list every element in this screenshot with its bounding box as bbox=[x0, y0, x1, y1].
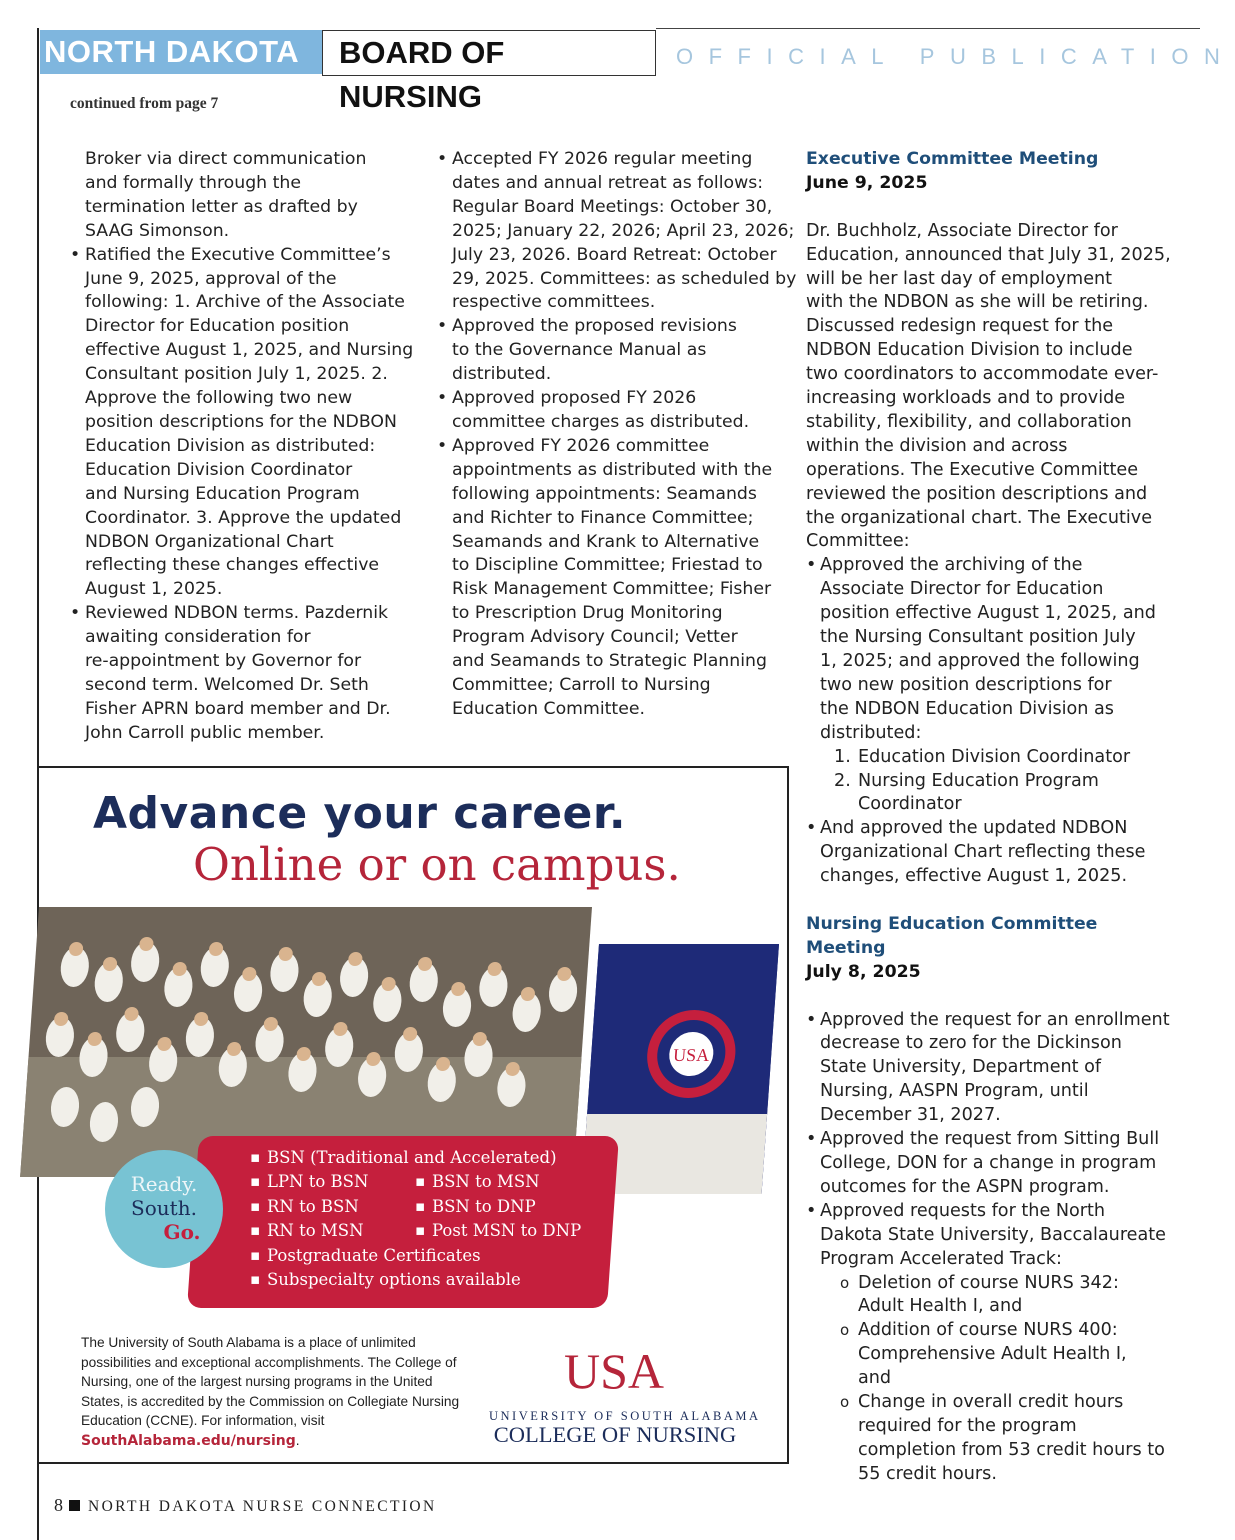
text-line: Deletion of course NURS 342: bbox=[858, 1272, 1119, 1293]
text-line: Education, announced that July 31, 2025, bbox=[806, 244, 1171, 265]
paragraph-broker bbox=[70, 148, 415, 244]
bullet-org-chart bbox=[806, 817, 1166, 889]
text-line: • Approved the proposed revisions bbox=[452, 316, 737, 337]
text-line: John Carroll public member. bbox=[85, 722, 325, 743]
text-line: the NDBON Education Division as bbox=[820, 698, 1114, 719]
text-line: Risk Management Committee; Fisher bbox=[452, 579, 772, 600]
advertisement-usa-nursing bbox=[37, 766, 789, 1464]
text-line: decrease to zero for the Dickinson bbox=[820, 1033, 1122, 1054]
usa-logo-mark: USA bbox=[563, 1343, 665, 1399]
text-line: Committee: bbox=[806, 531, 910, 552]
text-line: June 9, 2025, approval of the bbox=[85, 268, 337, 289]
article-column-2 bbox=[437, 148, 797, 722]
text-line: Education Division as distributed: bbox=[85, 435, 376, 456]
sub-item-addition bbox=[806, 1319, 1166, 1391]
text-line: • Approved requests for the North bbox=[820, 1200, 1106, 1221]
numbered-item-2 bbox=[806, 770, 1166, 818]
text-line: • Approved the request for an enrollment bbox=[820, 1009, 1170, 1030]
text-line: to Discipline Committee; Friestad to bbox=[452, 555, 763, 576]
text-line: August 1, 2025. bbox=[85, 579, 223, 600]
bullet-enrollment-decrease bbox=[806, 1009, 1170, 1129]
text-line: within the division and across bbox=[806, 435, 1068, 456]
nursing-website-link[interactable]: SouthAlabama.edu/nursing bbox=[81, 1432, 296, 1449]
text-line: 1, 2025; and approved the following bbox=[820, 651, 1140, 672]
page-number: 8 bbox=[54, 1495, 63, 1515]
text-line: Director for Education position bbox=[85, 316, 350, 337]
text-line: operations. The Executive Committee bbox=[806, 459, 1139, 480]
continued-from-note: continued from page 7 bbox=[70, 95, 219, 112]
page-footer bbox=[54, 1495, 437, 1516]
text-line: 2025; January 22, 2026; April 23, 2026; bbox=[452, 220, 795, 241]
sub-marker: o bbox=[840, 1273, 850, 1292]
sub-item-deletion bbox=[806, 1272, 1166, 1320]
text-line: Committee; Carroll to Nursing bbox=[452, 674, 711, 695]
masthead-state: NORTH DAKOTA bbox=[40, 30, 322, 74]
number-1: 1. bbox=[834, 746, 851, 767]
ad-subheadline: Online or on campus. bbox=[193, 838, 681, 891]
text-line: NDBON Organizational Chart bbox=[85, 531, 334, 552]
ad-body-copy: The University of South Alabama is a place of unlimited possibilities and exceptional accomplishments. The College of Nursing, one of the largest nursing programs in the United States, is accredited by the Commission on Collegiate Nursing Education (CCNE). For information, visit bbox=[81, 1335, 460, 1429]
date-executive-committee: June 9, 2025 bbox=[806, 172, 928, 193]
university-name: UNIVERSITY OF SOUTH ALABAMA bbox=[489, 1409, 761, 1423]
text-line: following appointments: Seamands bbox=[452, 483, 757, 504]
program-rn-to-bsn: ▪ RN to BSN bbox=[267, 1197, 359, 1216]
text-line: Adult Health I, and bbox=[858, 1296, 1023, 1317]
text-line: • And approved the updated NDBON bbox=[820, 818, 1128, 839]
text-line: Coordinator. 3. Approve the updated bbox=[85, 507, 402, 528]
ad-body-text bbox=[81, 1333, 471, 1452]
sub-marker: o bbox=[840, 1393, 850, 1412]
text-line: Organizational Chart reflecting these bbox=[820, 842, 1146, 863]
text-line: stability, flexibility, and collaboration bbox=[806, 411, 1132, 432]
text-line: SAAG Simonson. bbox=[85, 220, 230, 241]
text-line: and Nursing Education Program bbox=[85, 483, 360, 504]
program-bsn: ▪ BSN (Traditional and Accelerated) bbox=[267, 1148, 557, 1167]
sub-marker: o bbox=[840, 1321, 850, 1340]
badge-ready: Ready. bbox=[130, 1172, 198, 1196]
badge-go: Go. bbox=[163, 1220, 201, 1244]
text-line: completion from 53 credit hours to bbox=[858, 1439, 1165, 1460]
text-line: Regular Board Meetings: October 30, bbox=[452, 196, 773, 217]
date-nursing-education-committee: July 8, 2025 bbox=[806, 961, 921, 982]
svg-text:USA: USA bbox=[672, 1045, 710, 1065]
text-line: 55 credit hours. bbox=[858, 1463, 997, 1484]
text-line: July 23, 2026. Board Retreat: October bbox=[452, 244, 777, 265]
text-line: will be her last day of employment bbox=[806, 268, 1113, 289]
text-line: Program Advisory Council; Vetter bbox=[452, 627, 738, 648]
text-line: awaiting consideration for bbox=[85, 627, 311, 648]
text-line: and Richter to Finance Committee; bbox=[452, 507, 754, 528]
text-line: two new position descriptions for bbox=[820, 674, 1112, 695]
text-line: Fisher APRN board member and Dr. bbox=[85, 698, 391, 719]
text-line: with the NDBON as she will be retiring. bbox=[806, 292, 1149, 313]
program-bsn-to-msn: ▪ BSN to MSN bbox=[432, 1172, 540, 1191]
link-suffix: . bbox=[295, 1432, 300, 1448]
text-line: the organizational chart. The Executive bbox=[806, 507, 1153, 528]
text-line: • Approved proposed FY 2026 bbox=[452, 388, 697, 409]
program-rn-to-msn: ▪ RN to MSN bbox=[267, 1221, 364, 1240]
text-line: Consultant position July 1, 2025. 2. bbox=[85, 364, 388, 385]
text-line: Change in overall credit hours bbox=[858, 1392, 1124, 1413]
program-postgraduate-certificates: ▪ Postgraduate Certificates bbox=[267, 1246, 481, 1265]
text-line: appointments as distributed with the bbox=[452, 459, 773, 480]
bullet-governance-manual bbox=[437, 315, 792, 387]
text-line: Education Division Coordinator bbox=[858, 746, 1131, 767]
ready-south-go-badge bbox=[105, 1150, 223, 1268]
text-line: distributed: bbox=[820, 722, 922, 743]
article-column-3 bbox=[806, 148, 1171, 1487]
page-frame-top-rule bbox=[656, 28, 1200, 29]
paragraph-executive-committee bbox=[806, 220, 1171, 555]
text-line: Coordinator bbox=[858, 794, 962, 815]
text-line: Dr. Buchholz, Associate Director for bbox=[806, 220, 1118, 241]
text-line: State University, Department of bbox=[820, 1057, 1102, 1078]
text-line: dates and annual retreat as follows: bbox=[452, 172, 764, 193]
text-line: required for the program bbox=[858, 1415, 1077, 1436]
text-line: Discussed redesign request for the bbox=[806, 316, 1114, 337]
program-subspecialty: ▪ Subspecialty options available bbox=[267, 1270, 521, 1289]
text-line: Education Committee. bbox=[452, 698, 645, 719]
text-line: Broker via direct communication bbox=[85, 149, 367, 169]
text-line: position effective August 1, 2025, and bbox=[820, 603, 1156, 624]
numbered-item-1 bbox=[806, 746, 1166, 770]
text-line: • Approved FY 2026 committee bbox=[452, 435, 710, 456]
text-line: second term. Welcomed Dr. Seth bbox=[85, 674, 369, 695]
bullet-committee-charges bbox=[437, 387, 792, 435]
text-line: to the Governance Manual as bbox=[452, 340, 707, 361]
text-line: Dakota State University, Baccalaureate bbox=[820, 1224, 1166, 1245]
text-line: Addition of course NURS 400: bbox=[858, 1320, 1118, 1341]
text-line: committee charges as distributed. bbox=[452, 411, 750, 432]
text-line: Education Division Coordinator bbox=[85, 459, 353, 480]
footer-publication-title: NORTH DAKOTA NURSE CONNECTION bbox=[88, 1498, 437, 1515]
bullet-sitting-bull bbox=[806, 1128, 1166, 1200]
text-line: Comprehensive Adult Health I, bbox=[858, 1344, 1127, 1365]
text-line: termination letter as drafted by bbox=[85, 196, 358, 217]
article-column-1 bbox=[70, 148, 415, 746]
text-line: College, DON for a change in program bbox=[820, 1153, 1157, 1174]
text-line: Associate Director for Education bbox=[820, 579, 1104, 600]
text-line: • Reviewed NDBON terms. Pazdernik bbox=[85, 603, 389, 624]
text-line: Program Accelerated Track: bbox=[820, 1248, 1062, 1269]
bullet-meeting-dates bbox=[437, 148, 797, 315]
text-line: outcomes for the ASPN program. bbox=[820, 1176, 1110, 1197]
text-line: Nursing, AASPN Program, until bbox=[820, 1081, 1089, 1102]
masthead-board: BOARD OF NURSING bbox=[322, 30, 656, 76]
heading-executive-committee: Executive Committee Meeting bbox=[806, 149, 1099, 169]
bullet-archiving bbox=[806, 554, 1166, 745]
text-line: position descriptions for the NDBON bbox=[85, 411, 397, 432]
text-line: effective August 1, 2025, and Nursing bbox=[85, 340, 414, 361]
text-line: respective committees. bbox=[452, 292, 656, 313]
text-line: reviewed the position descriptions and bbox=[806, 483, 1148, 504]
program-bsn-to-dnp: ▪ BSN to DNP bbox=[432, 1197, 536, 1216]
text-line: • Accepted FY 2026 regular meeting bbox=[452, 149, 753, 169]
text-line: and bbox=[858, 1368, 892, 1389]
text-line: Seamands and Krank to Alternative bbox=[452, 531, 760, 552]
footer-square-icon bbox=[69, 1500, 80, 1511]
bullet-reviewed-terms bbox=[70, 602, 415, 745]
text-line: re-appointment by Governor for bbox=[85, 651, 362, 672]
program-post-msn-to-dnp: ▪ Post MSN to DNP bbox=[432, 1221, 581, 1240]
text-line: Approve the following two new bbox=[85, 388, 353, 409]
text-line: following: 1. Archive of the Associate bbox=[85, 292, 405, 313]
program-lpn-to-bsn: ▪ LPN to BSN bbox=[267, 1172, 368, 1191]
text-line: NDBON Education Division to include bbox=[806, 340, 1133, 361]
text-line: distributed. bbox=[452, 364, 552, 385]
number-2: 2. bbox=[834, 770, 851, 791]
text-line: • Ratified the Executive Committee’s bbox=[85, 244, 391, 265]
text-line: the Nursing Consultant position July bbox=[820, 627, 1136, 648]
sub-item-credit-hours bbox=[806, 1391, 1166, 1487]
usa-logo-icon bbox=[563, 1336, 665, 1400]
bullet-ratified bbox=[70, 244, 415, 603]
text-line: and formally through the bbox=[85, 172, 301, 193]
bullet-ndsu-requests bbox=[806, 1200, 1166, 1272]
masthead-official-publication: OFFICIAL PUBLICATION bbox=[676, 44, 1235, 69]
heading-nursing-education-committee: Nursing Education Committee Meeting bbox=[806, 913, 1098, 958]
text-line: changes, effective August 1, 2025. bbox=[820, 866, 1128, 887]
text-line: December 31, 2027. bbox=[820, 1105, 1001, 1126]
ad-headline: Advance your career. bbox=[93, 788, 627, 839]
text-line: Nursing Education Program bbox=[858, 770, 1099, 791]
text-line: reflecting these changes effective bbox=[85, 555, 380, 576]
text-line: • Approved the archiving of the bbox=[820, 555, 1083, 576]
text-line: to Prescription Drug Monitoring bbox=[452, 603, 723, 624]
text-line: increasing workloads and to provide bbox=[806, 388, 1126, 409]
text-line: two coordinators to accommodate ever- bbox=[806, 364, 1159, 385]
text-line: • Approved the request from Sitting Bull bbox=[820, 1129, 1160, 1150]
badge-south: South. bbox=[131, 1196, 197, 1220]
text-line: 29, 2025. Committees: as scheduled by bbox=[452, 268, 797, 289]
bullet-committee-appointments bbox=[437, 435, 792, 722]
college-name: COLLEGE OF NURSING bbox=[493, 1422, 737, 1447]
text-line: and Seamands to Strategic Planning bbox=[452, 651, 767, 672]
